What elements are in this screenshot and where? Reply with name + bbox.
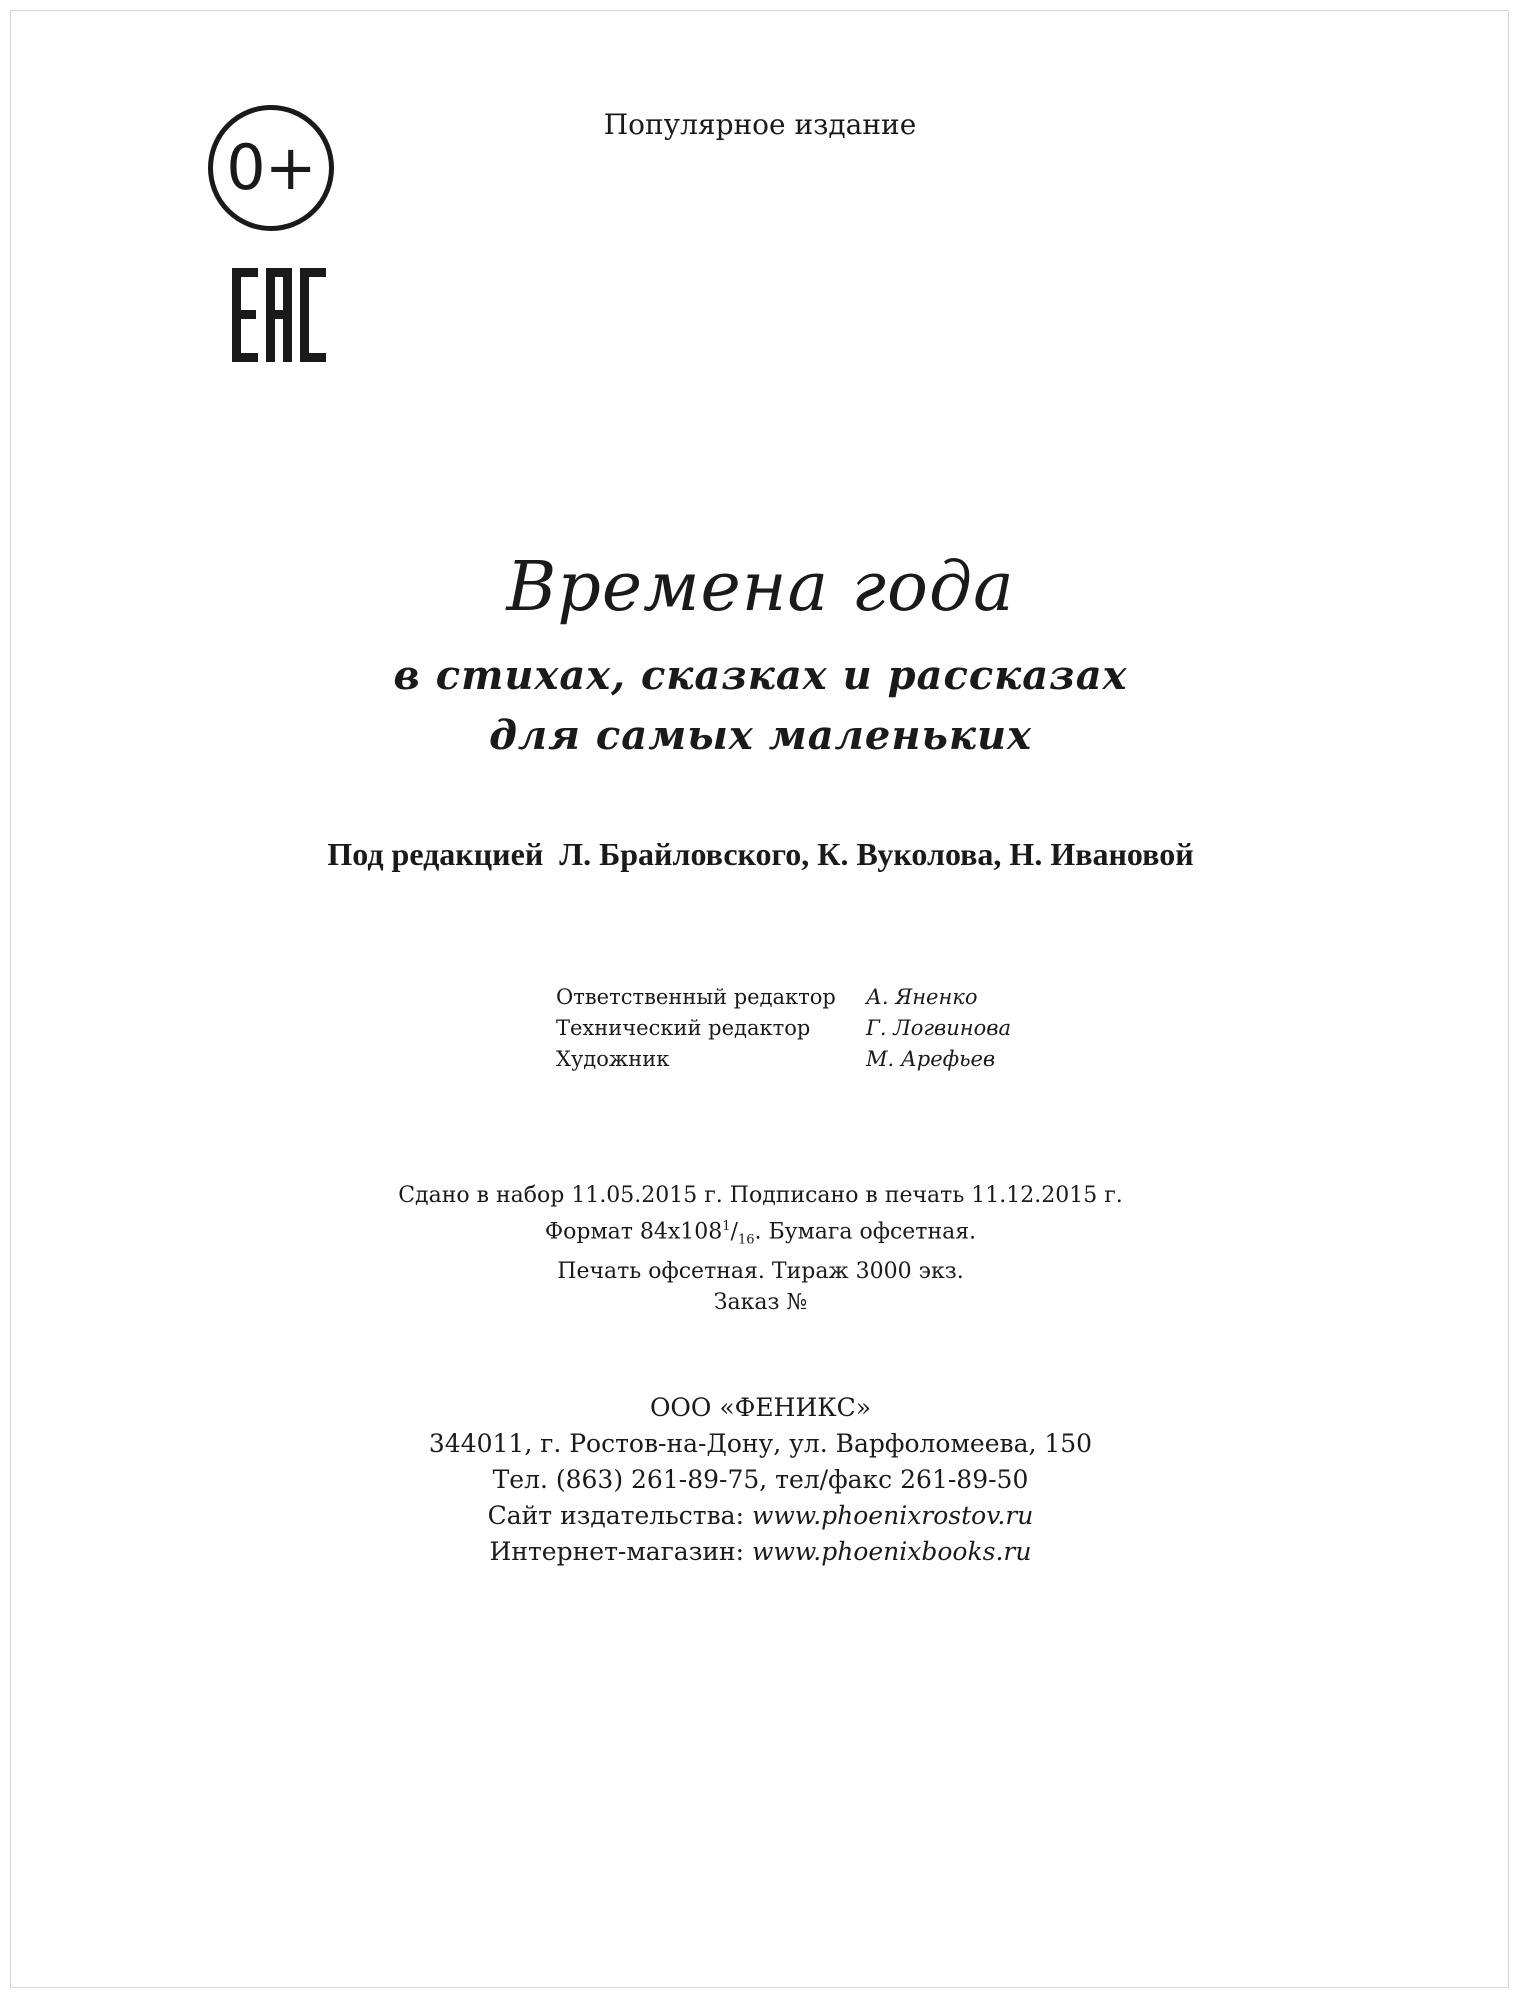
credit-role: Технический редактор [556, 1016, 811, 1040]
shop-url-link[interactable]: www.phoenixbooks.ru [752, 1537, 1032, 1566]
book-title: Времена года [506, 548, 1015, 627]
book-subtitle-line-1: в стихах, сказках и рассказах [393, 652, 1128, 699]
publisher-block [0, 1390, 1521, 1570]
publisher-phone: Тел. (863) 261-89-75, тел/факс 261-89-50 [492, 1465, 1029, 1494]
credit-row [556, 1013, 1011, 1044]
publisher-address: 344011, г. Ростов-на-Дону, ул. Варфоломеева, 150 [428, 1429, 1093, 1458]
credit-person: Г. Логвинова [866, 1016, 1012, 1040]
print-info-block [0, 1180, 1521, 1318]
format-suffix: . Бумага офсетная. [754, 1219, 977, 1245]
publisher-shop-line [0, 1534, 1521, 1570]
editors-line: Под редакцией Л. Брайловского, К. Вуколова, Н. Ивановой [327, 836, 1194, 872]
print-run-line: Печать офсетная. Тираж 3000 экз. [557, 1258, 964, 1284]
eac-conformity-icon [232, 268, 328, 362]
age-rating-badge [208, 105, 334, 231]
shop-label: Интернет-магазин: [489, 1537, 745, 1566]
age-rating-text: 0+ [226, 131, 316, 204]
print-dates-line: Сдано в набор 11.05.2015 г. Подписано в печать 11.12.2015 г. [398, 1183, 1123, 1208]
publisher-site-line [0, 1498, 1521, 1534]
format-numerator: 1 [722, 1219, 731, 1234]
credit-row [556, 1044, 1011, 1075]
book-subtitle-line-2: для самых маленьких [489, 712, 1032, 759]
format-slash: / [730, 1219, 738, 1245]
credits-block [556, 982, 1011, 1075]
credit-person: А. Яненко [866, 985, 978, 1009]
site-label: Сайт издательства: [487, 1501, 745, 1530]
credit-row [556, 982, 1011, 1013]
format-prefix: Формат 84х108 [544, 1219, 723, 1245]
credit-role: Художник [556, 1047, 670, 1071]
site-url-link[interactable]: www.phoenixrostov.ru [751, 1501, 1034, 1530]
edition-type: Популярное издание [603, 108, 917, 141]
credit-role: Ответственный редактор [556, 985, 836, 1009]
order-number-line: Заказ № [713, 1289, 808, 1315]
publisher-name: ООО «ФЕНИКС» [649, 1393, 872, 1422]
credit-person: М. Арефьев [866, 1047, 996, 1071]
print-format-line [0, 1211, 1521, 1256]
format-denominator: 16 [737, 1232, 755, 1248]
